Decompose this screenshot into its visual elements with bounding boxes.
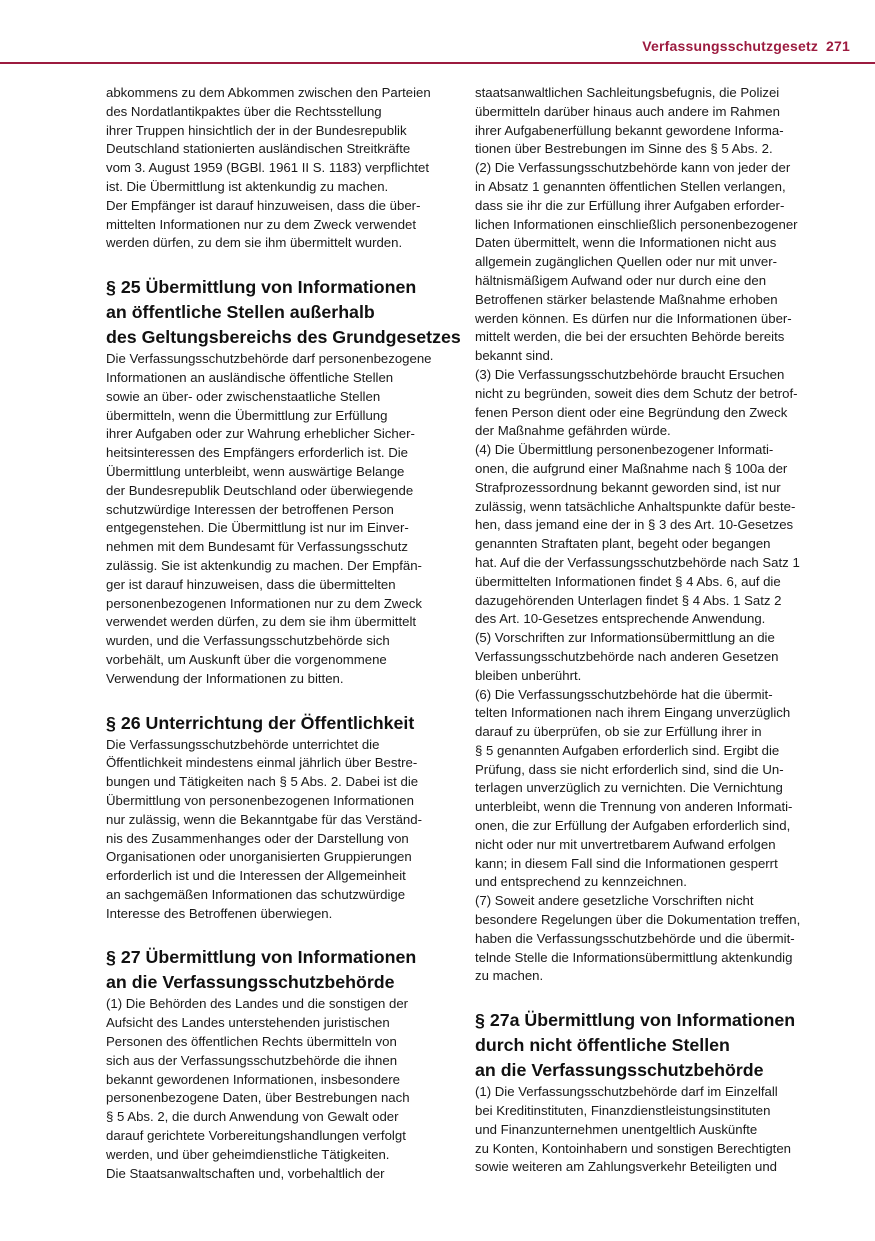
text-line: an öffentliche Stellen außerhalb — [106, 302, 375, 323]
text-line: des Geltungsbereichs des Grundgesetzes — [106, 327, 461, 348]
text-line: und entsprechend zu kennzeichnen. — [475, 874, 687, 890]
text-line: unterbleibt, wenn die Trennung von anderen Informati- — [475, 799, 793, 815]
text-line: (4) Die Übermittlung personenbezogener Informati- — [475, 442, 774, 458]
text-line: übermitteln darüber hinaus auch andere im Rahmen — [475, 103, 780, 119]
text-line: fenen Person dient oder eine Begründung den Zweck — [475, 404, 788, 420]
text-line: (1) Die Verfassungsschutzbehörde darf im Einzelfall — [475, 1084, 778, 1100]
text-line: heitsinteressen des Empfängers erforderlich ist. Die — [106, 445, 408, 461]
text-line: (1) Die Behörden des Landes und die sonstigen der — [106, 996, 409, 1012]
text-line: ihrer Aufgabenerfüllung bekannt gewordene Informa- — [475, 122, 784, 138]
text-line: Betroffenen stärker belastende Maßnahme erhoben — [475, 291, 778, 307]
text-line: dazugehörenden Unterlagen findet § 4 Abs. 1 Satz 2 — [475, 592, 782, 608]
text-line: mittelten Informationen nur zu dem Zweck verwendet — [106, 216, 417, 232]
text-line: Übermittlung unterbleibt, wenn auswärtige Belange — [106, 463, 405, 479]
text-line: nicht zu begründen, soweit dies dem Schutz der betrof- — [475, 385, 798, 401]
text-line: ihrer Truppen hinsichtlich der in der Bundesrepublik — [106, 122, 407, 138]
text-line: dass sie ihr die zur Erfüllung ihrer Aufgaben erforder- — [475, 197, 785, 213]
text-line: abkommens zu dem Abkommen zwischen den Parteien — [106, 85, 431, 100]
text-line: Daten übermittelt, wenn die Informationen nicht aus — [475, 235, 777, 251]
text-line: Der Empfänger ist darauf hinzuweisen, dass die über- — [106, 197, 421, 213]
text-line: Übermittlung von personenbezogenen Informationen — [106, 792, 414, 808]
text-line: Personen des öffentlichen Rechts übermitteln von — [106, 1034, 397, 1050]
section-25-body — [106, 350, 442, 688]
text-line: tionen über Bestrebungen im Sinne des § 5 Abs. 2. — [475, 141, 773, 157]
text-line: terlagen unverzüglich zu vernichten. Die Vernichtung — [475, 780, 783, 796]
text-line: onen, die zur Erfüllung der Aufgaben erforderlich sind, — [475, 818, 791, 834]
text-line: mittelt werden, die bei der ersuchten Behörde bereits — [475, 329, 785, 345]
text-line: werden dürfen, zu dem sie ihm übermittelt wurden. — [106, 235, 403, 251]
text-line: vom 3. August 1959 (BGBl. 1961 II S. 1183) verpflichtet — [106, 160, 430, 176]
text-line: hat. Auf die der Verfassungsschutzbehörde nach Satz 1 — [475, 554, 800, 570]
text-line: des Art. 10-Gesetzes entsprechende Anwendung. — [475, 611, 766, 627]
text-line: Verwendung der Informationen zu bitten. — [106, 670, 344, 686]
text-line: haben die Verfassungsschutzbehörde und die übermit- — [475, 930, 795, 946]
text-line: an die Verfassungsschutzbehörde — [106, 972, 395, 993]
text-line: onen, die aufgrund einer Maßnahme nach § 100a der — [475, 460, 788, 476]
section-27-continuation — [475, 84, 815, 986]
text-line: (7) Soweit andere gesetzliche Vorschriften nicht — [475, 893, 754, 909]
text-line: in Absatz 1 genannten öffentlichen Stellen verlangen, — [475, 178, 786, 194]
section-27a-heading — [475, 1008, 815, 1083]
text-line: an sachgemäßen Informationen das schutzwürdige — [106, 886, 406, 902]
text-line: an die Verfassungsschutzbehörde — [475, 1060, 764, 1081]
text-line: § 25 Übermittlung von Informationen — [106, 277, 417, 298]
text-line: lichen Informationen einschließlich personenbezogener — [475, 216, 798, 232]
text-line: zu Konten, Kontoinhabern und sonstigen Berechtigten — [475, 1140, 791, 1156]
text-line: zu machen. — [475, 968, 544, 984]
text-line: Informationen an ausländische öffentliche Stellen — [106, 369, 394, 385]
text-line: hältnismäßigem Aufwand oder nur durch eine den — [475, 272, 767, 288]
text-line: bei Kreditinstituten, Finanzdienstleistungsinstituten — [475, 1103, 771, 1119]
section-25-heading — [106, 275, 461, 350]
text-line: § 5 Abs. 2, die durch Anwendung von Gewalt oder — [106, 1109, 399, 1125]
text-line: hen, dass jemand eine der in § 3 des Art. 10-Gesetzes — [475, 517, 794, 533]
text-line: sich aus der Verfassungsschutzbehörde die ihnen — [106, 1052, 398, 1068]
text-line: sowie an über- oder zwischenstaatliche Stellen — [106, 388, 381, 404]
text-line: personenbezogenen Informationen nur zu dem Zweck — [106, 595, 422, 611]
text-line: nur zulässig, wenn die Bekanntgabe für das Verständ- — [106, 811, 422, 827]
text-line: werden, und über geheimdienstliche Tätigkeiten. — [106, 1146, 390, 1162]
text-line: telten Informationen nach ihrem Eingang unverzüglich — [475, 705, 791, 721]
text-line: ger ist darauf hinzuweisen, dass die übermittelten — [106, 576, 396, 592]
text-line: bekannt sind. — [475, 348, 554, 364]
text-line: allgemein zugänglichen Quellen oder nur mit unver- — [475, 254, 778, 270]
text-line: Interesse des Betroffenen überwiegen. — [106, 905, 333, 921]
text-line: personenbezogene Daten, über Bestrebungen nach — [106, 1090, 410, 1106]
header-title: Verfassungsschutzgesetz — [642, 38, 819, 54]
page-number: 271 — [826, 38, 850, 54]
text-line: durch nicht öffentliche Stellen — [475, 1035, 730, 1056]
text-line: (6) Die Verfassungsschutzbehörde hat die übermit- — [475, 686, 773, 702]
text-line: besondere Regelungen über die Dokumentation treffen, — [475, 912, 801, 928]
text-line: bungen und Tätigkeiten nach § 5 Abs. 2. Dabei ist die — [106, 774, 419, 790]
text-line: Die Staatsanwaltschaften und, vorbehaltlich der — [106, 1165, 385, 1181]
section-26-heading — [106, 711, 442, 736]
right-column — [475, 84, 815, 1177]
text-line: staatsanwaltlichen Sachleitungsbefugnis, die Polizei — [475, 85, 780, 100]
text-line: und Finanzunternehmen unentgeltlich Auskünfte — [475, 1121, 758, 1137]
text-line: Aufsicht des Landes unterstehenden juristischen — [106, 1015, 390, 1031]
text-line: der Maßnahme gefährden würde. — [475, 423, 671, 439]
text-line: entgegenstehen. Die Übermittlung ist nur im Einver- — [106, 520, 409, 536]
header-rule — [0, 62, 875, 64]
text-line: § 27 Übermittlung von Informationen — [106, 947, 417, 968]
text-line: zulässig. Sie ist aktenkundig zu machen. Der Empfän- — [106, 557, 422, 573]
text-line: Deutschland stationierten ausländischen Streitkräfte — [106, 141, 411, 157]
text-line: kann; in diesem Fall sind die Informationen gesperrt — [475, 855, 778, 871]
text-line: schutzwürdige Interessen der betroffenen Person — [106, 501, 394, 517]
text-line: Die Verfassungsschutzbehörde unterrichtet die — [106, 736, 380, 752]
text-line: nehmen mit dem Bundesamt für Verfassungsschutz — [106, 539, 408, 555]
text-line: § 5 genannten Aufgaben erforderlich sind. Ergibt die — [475, 742, 780, 758]
text-line: erforderlich ist und die Interessen der Allgemeinheit — [106, 868, 406, 884]
text-line: genannten Straftaten plant, begeht oder begangen — [475, 536, 771, 552]
text-line: Verfassungsschutzbehörde nach anderen Gesetzen — [475, 648, 779, 664]
text-line: nicht oder nur mit unvertretbarem Aufwand erfolgen — [475, 836, 776, 852]
text-line: Die Verfassungsschutzbehörde darf personenbezogene — [106, 351, 432, 367]
intro-paragraph — [106, 84, 442, 253]
text-line: übermittelten Informationen findet § 4 Abs. 6, auf die — [475, 573, 781, 589]
text-line: (2) Die Verfassungsschutzbehörde kann von jeder der — [475, 160, 791, 176]
left-column — [106, 84, 461, 1183]
text-line: nis des Zusammenhanges oder der Darstellung von — [106, 830, 409, 846]
text-line: (3) Die Verfassungsschutzbehörde braucht Ersuchen — [475, 366, 785, 382]
text-line: Prüfung, dass sie nicht erforderlich sind, sind die Un- — [475, 761, 784, 777]
section-27-body — [106, 995, 442, 1183]
running-header — [642, 38, 850, 54]
text-line: bleiben unberührt. — [475, 667, 582, 683]
text-line: bekannt gewordenen Informationen, insbesondere — [106, 1071, 400, 1087]
text-line: § 26 Unterrichtung der Öffentlichkeit — [106, 712, 415, 733]
text-line: zulässig, wenn tatsächliche Anhaltspunkte dafür beste- — [475, 498, 796, 514]
text-line: sowie weiteren am Zahlungsverkehr Beteiligten und — [475, 1159, 778, 1175]
text-line: (5) Vorschriften zur Informationsübermittlung an die — [475, 630, 775, 646]
text-line: darauf zu überprüfen, ob sie zur Erfüllung ihrer in — [475, 724, 762, 740]
text-line: darauf gerichtete Vorbereitungshandlungen verfolgt — [106, 1128, 406, 1144]
text-line: Öffentlichkeit mindestens einmal jährlich über Bestre- — [106, 755, 418, 771]
text-line: verwendet werden dürfen, zu dem sie ihm übermittelt — [106, 614, 417, 630]
text-line: vorbehält, um Auskunft über die vorgenommene — [106, 651, 387, 667]
text-line: übermitteln, wenn die Übermittlung zur Erfüllung — [106, 407, 388, 423]
text-line: wurden, und die Verfassungsschutzbehörde sich — [106, 633, 390, 649]
text-line: Strafprozessordnung bekannt geworden sind, ist nur — [475, 479, 781, 495]
text-line: § 27a Übermittlung von Informationen — [475, 1010, 796, 1031]
text-line: werden können. Es dürfen nur die Informationen über- — [475, 310, 792, 326]
section-27-heading — [106, 945, 442, 995]
section-27a-body — [475, 1083, 815, 1177]
text-line: telnde Stelle die Informationsübermittlung aktenkundig — [475, 949, 793, 965]
text-line: ihrer Aufgaben oder zur Wahrung erheblicher Sicher- — [106, 426, 415, 442]
text-line: Organisationen oder unorganisierten Gruppierungen — [106, 849, 412, 865]
section-26-body — [106, 736, 442, 924]
text-line: ist. Die Übermittlung ist aktenkundig zu machen. — [106, 178, 389, 194]
text-line: der Bundesrepublik Deutschland oder überwiegende — [106, 482, 414, 498]
text-line: des Nordatlantikpaktes über die Rechtsstellung — [106, 103, 382, 119]
